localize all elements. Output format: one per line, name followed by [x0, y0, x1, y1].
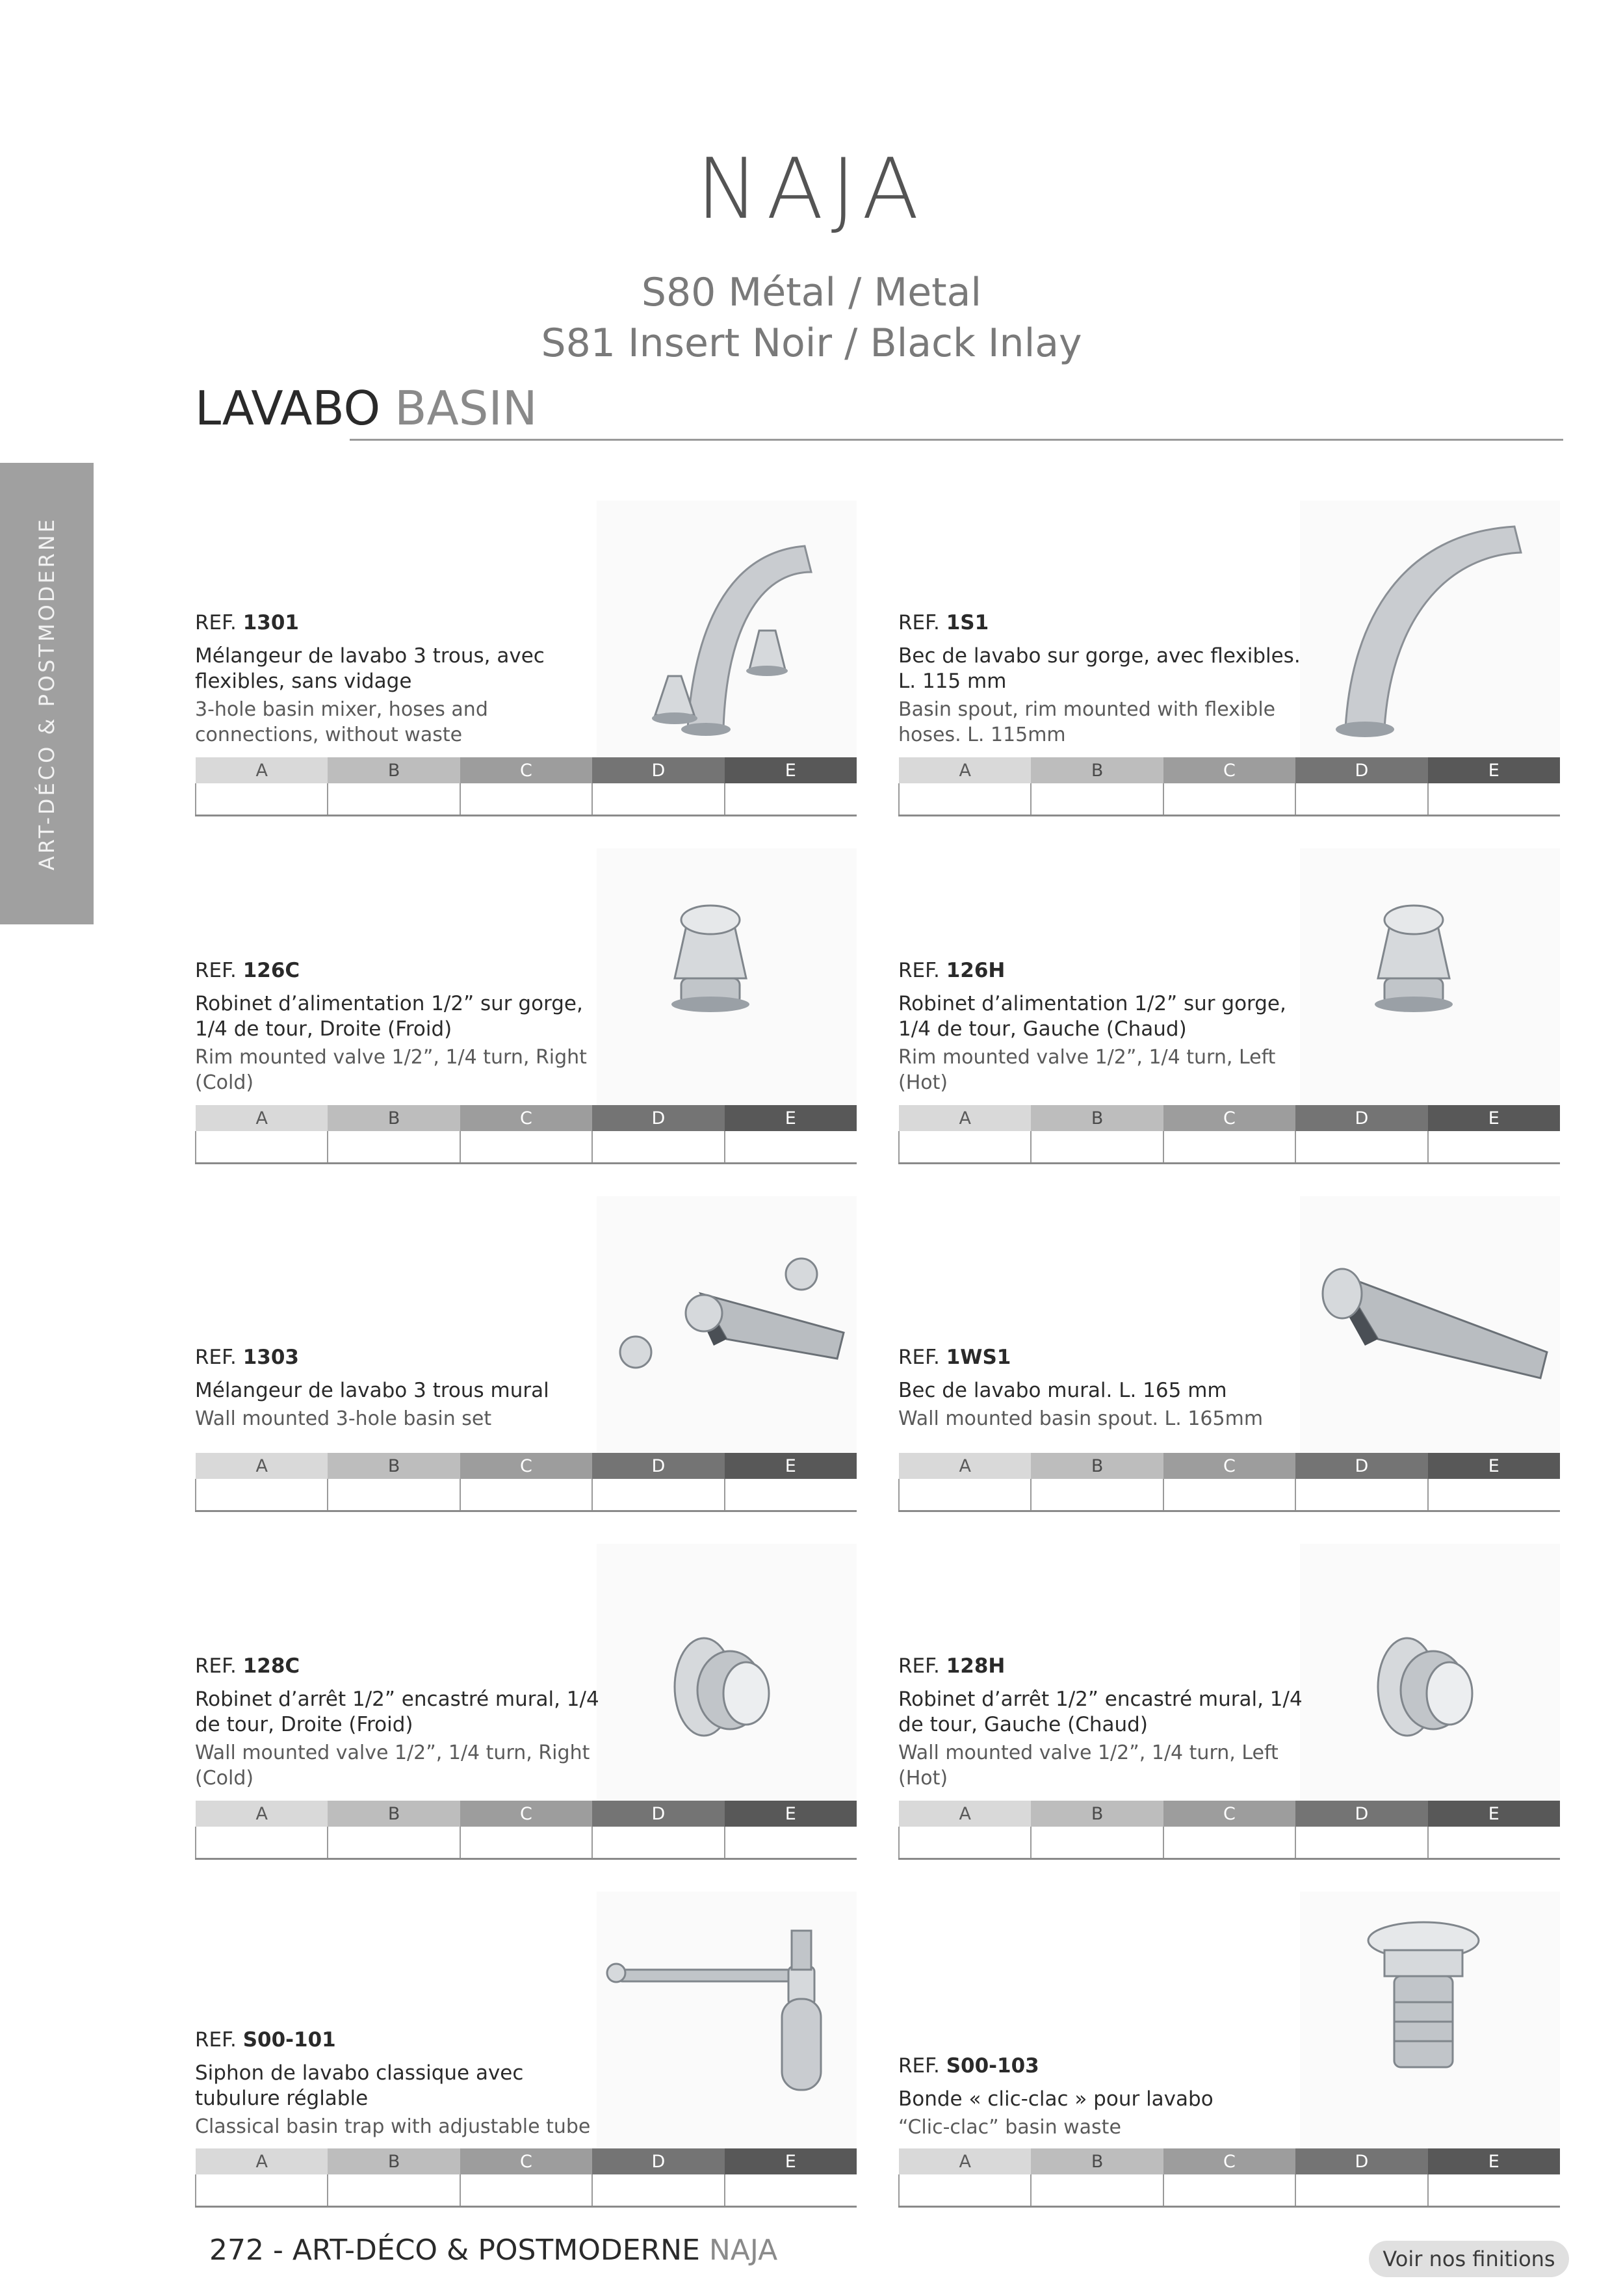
finish-col-b: B: [328, 2148, 460, 2174]
finish-col-b: B: [1031, 1801, 1163, 1827]
finish-cell: [1295, 1479, 1427, 1511]
finish-cell: [1163, 1827, 1295, 1859]
finish-col-a: A: [196, 1105, 328, 1131]
finish-col-a: A: [899, 2148, 1031, 2174]
finish-col-d: D: [1295, 1105, 1427, 1131]
page-title: NAJA: [696, 141, 927, 238]
finish-cell: [460, 783, 592, 816]
product-card: [898, 1196, 1560, 1515]
finish-col-d: D: [592, 1453, 724, 1479]
product-ref: REF. 1WS1: [898, 1346, 1011, 1369]
finish-cell: [899, 783, 1031, 816]
finish-cell: [899, 1131, 1031, 1164]
product-ref: REF. 126C: [195, 959, 300, 982]
finish-cell: [328, 1827, 460, 1859]
product-name-en: 3-hole basin mixer, hoses and connections, without waste: [195, 698, 488, 746]
rim-valve-icon: [597, 848, 857, 1108]
finish-col-e: E: [725, 1105, 857, 1131]
finish-col-b: B: [1031, 1105, 1163, 1131]
product-name-fr: Mélangeur de lavabo 3 trous, avec flexibles, sans vidage: [195, 644, 545, 693]
finish-cell: [1163, 1131, 1295, 1164]
page-footer: [209, 2236, 777, 2265]
finish-cell: [725, 2174, 857, 2207]
finish-col-e: E: [725, 757, 857, 783]
finish-cell: [725, 1827, 857, 1859]
product-card: [195, 1892, 857, 2210]
product-ref: REF. 1303: [195, 1346, 299, 1369]
finish-col-e: E: [725, 1453, 857, 1479]
finish-col-a: A: [899, 1801, 1031, 1827]
finish-col-c: C: [1163, 1105, 1295, 1131]
finish-cell: [1163, 1479, 1295, 1511]
finish-col-e: E: [1428, 1453, 1560, 1479]
product-ref: REF. 1S1: [898, 611, 989, 634]
finish-col-e: E: [1428, 757, 1560, 783]
finish-cell: [592, 1479, 724, 1511]
finish-cell: [1428, 1827, 1560, 1859]
finish-cell: [328, 1131, 460, 1164]
finish-cell: [592, 1131, 724, 1164]
product-description: [195, 1654, 611, 1791]
finish-col-e: E: [1428, 1801, 1560, 1827]
product-card: [195, 1196, 857, 1515]
product-description: [898, 611, 1314, 748]
rim-valve-icon: [1300, 848, 1560, 1108]
finish-cell: [1163, 2174, 1295, 2207]
finish-cell: [1428, 2174, 1560, 2207]
series-subtitle-metal: S80 Métal / Metal: [641, 270, 982, 315]
finish-col-b: B: [328, 1105, 460, 1131]
finish-cell: [1428, 1479, 1560, 1511]
product-ref: REF. 1301: [195, 611, 299, 634]
finish-table: [195, 2148, 857, 2208]
finish-col-c: C: [460, 757, 592, 783]
finish-cell: [725, 1131, 857, 1164]
finish-col-b: B: [1031, 1453, 1163, 1479]
finish-col-d: D: [592, 1801, 724, 1827]
finish-col-e: E: [1428, 2148, 1560, 2174]
finish-cell: [1031, 2174, 1163, 2207]
product-name-fr: Siphon de lavabo classique avec tubulure réglable: [195, 2061, 524, 2110]
product-name-fr: Robinet d’arrêt 1/2” encastré mural, 1/4 de tour, Gauche (Chaud): [898, 1688, 1303, 1736]
finish-cell: [460, 1827, 592, 1859]
finish-cell: [899, 1827, 1031, 1859]
product-ref: REF. 128C: [195, 1654, 300, 1678]
finish-table: [195, 1801, 857, 1860]
side-category-label: ART-DÉCO & POSTMODERNE: [34, 516, 59, 871]
product-card: [195, 501, 857, 819]
finish-col-c: C: [1163, 2148, 1295, 2174]
product-name-en: Classical basin trap with adjustable tube: [195, 2115, 591, 2138]
finish-cell: [592, 2174, 724, 2207]
finish-col-b: B: [1031, 2148, 1163, 2174]
product-name-fr: Robinet d’arrêt 1/2” encastré mural, 1/4 de tour, Droite (Froid): [195, 1688, 599, 1736]
finish-col-a: A: [196, 2148, 328, 2174]
product-description: [195, 1346, 611, 1431]
product-card: [898, 1892, 1560, 2210]
finish-col-a: A: [899, 757, 1031, 783]
product-card: [195, 848, 857, 1167]
product-name-en: Basin spout, rim mounted with flexible hoses. L. 115mm: [898, 698, 1276, 746]
footer-page-label: 272 - ART-DÉCO & POSTMODERNE: [209, 2234, 700, 2267]
product-name-fr: Robinet d’alimentation 1/2” sur gorge, 1/4 de tour, Gauche (Chaud): [898, 992, 1286, 1041]
finish-cell: [899, 1479, 1031, 1511]
finish-col-c: C: [1163, 1453, 1295, 1479]
product-description: [898, 1654, 1314, 1791]
finish-cell: [1295, 1827, 1427, 1859]
product-name-en: “Clic-clac” basin waste: [898, 2116, 1121, 2139]
section-heading-fr: LAVABO: [195, 381, 381, 436]
wall-spout-icon: [1300, 1196, 1560, 1456]
finish-table: [898, 1105, 1560, 1164]
finish-table: [898, 757, 1560, 816]
finish-cell: [1428, 783, 1560, 816]
finish-col-c: C: [460, 1453, 592, 1479]
finish-col-d: D: [592, 1105, 724, 1131]
basin-spout-icon: [1300, 501, 1560, 761]
finish-cell: [899, 2174, 1031, 2207]
finish-col-d: D: [1295, 1453, 1427, 1479]
finish-table: [195, 1453, 857, 1512]
finish-cell: [1295, 2174, 1427, 2207]
view-finishes-button[interactable]: Voir nos finitions: [1369, 2241, 1569, 2277]
finish-col-b: B: [328, 1801, 460, 1827]
finish-table: [898, 1453, 1560, 1512]
finish-cell: [725, 1479, 857, 1511]
wall-basin-set-icon: [597, 1196, 857, 1456]
finish-table: [195, 1105, 857, 1164]
product-name-en: Wall mounted valve 1/2”, 1/4 turn, Right (Cold): [195, 1742, 590, 1790]
product-name-fr: Mélangeur de lavabo 3 trous mural: [195, 1379, 549, 1402]
product-ref: REF. 126H: [898, 959, 1006, 982]
finish-col-a: A: [899, 1453, 1031, 1479]
finish-cell: [328, 1479, 460, 1511]
section-heading: [195, 381, 538, 436]
product-card: [898, 501, 1560, 819]
finish-col-a: A: [899, 1105, 1031, 1131]
product-description: [898, 1346, 1314, 1431]
product-name-en: Rim mounted valve 1/2”, 1/4 turn, Right (Cold): [195, 1046, 587, 1094]
finish-cell: [196, 1479, 328, 1511]
wall-valve-icon: [597, 1544, 857, 1804]
finish-col-e: E: [725, 1801, 857, 1827]
finish-col-a: A: [196, 1453, 328, 1479]
finish-cell: [196, 783, 328, 816]
finish-table: [195, 757, 857, 816]
finish-col-c: C: [460, 2148, 592, 2174]
product-card: [898, 848, 1560, 1167]
finish-col-c: C: [460, 1801, 592, 1827]
finish-col-a: A: [196, 757, 328, 783]
finish-col-b: B: [328, 757, 460, 783]
product-description: [898, 959, 1314, 1095]
product-card: [195, 1544, 857, 1862]
section-heading-en: BASIN: [395, 381, 538, 436]
finish-col-c: C: [1163, 757, 1295, 783]
basin-trap-icon: [597, 1892, 857, 2152]
finish-cell: [1031, 1827, 1163, 1859]
product-name-en: Wall mounted 3-hole basin set: [195, 1407, 492, 1430]
finish-col-b: B: [328, 1453, 460, 1479]
product-name-fr: Robinet d’alimentation 1/2” sur gorge, 1/4 de tour, Droite (Froid): [195, 992, 583, 1041]
finish-col-a: A: [196, 1801, 328, 1827]
finish-col-e: E: [725, 2148, 857, 2174]
finish-cell: [592, 783, 724, 816]
basin-mixer-3-hole-icon: [597, 501, 857, 761]
product-card: [898, 1544, 1560, 1862]
finish-col-d: D: [1295, 757, 1427, 783]
product-ref: REF. S00-101: [195, 2028, 336, 2052]
finish-cell: [460, 2174, 592, 2207]
finish-table: [898, 1801, 1560, 1860]
finish-col-d: D: [1295, 2148, 1427, 2174]
footer-model-name: NAJA: [708, 2234, 778, 2267]
finish-cell: [1031, 1131, 1163, 1164]
product-name-fr: Bec de lavabo mural. L. 165 mm: [898, 1379, 1227, 1402]
series-subtitle-inlay: S81 Insert Noir / Black Inlay: [541, 320, 1082, 366]
product-description: [898, 2054, 1314, 2140]
finish-cell: [328, 783, 460, 816]
product-description: [195, 611, 611, 748]
clic-clac-waste-icon: [1300, 1892, 1560, 2152]
product-name-fr: Bonde « clic-clac » pour lavabo: [898, 2087, 1214, 2111]
finish-cell: [725, 783, 857, 816]
finish-col-c: C: [460, 1105, 592, 1131]
product-name-en: Rim mounted valve 1/2”, 1/4 turn, Left (Hot): [898, 1046, 1276, 1094]
section-divider: [350, 439, 1563, 441]
finish-cell: [328, 2174, 460, 2207]
finish-col-c: C: [1163, 1801, 1295, 1827]
finish-col-d: D: [1295, 1801, 1427, 1827]
finish-cell: [1031, 1479, 1163, 1511]
finish-cell: [1295, 783, 1427, 816]
product-name-en: Wall mounted basin spout. L. 165mm: [898, 1407, 1264, 1430]
finish-cell: [460, 1131, 592, 1164]
finish-col-d: D: [592, 2148, 724, 2174]
finish-cell: [196, 2174, 328, 2207]
product-ref: REF. 128H: [898, 1654, 1006, 1678]
finish-cell: [460, 1479, 592, 1511]
finish-cell: [196, 1131, 328, 1164]
finish-cell: [592, 1827, 724, 1859]
finish-cell: [1295, 1131, 1427, 1164]
finish-table: [898, 2148, 1560, 2208]
product-name-fr: Bec de lavabo sur gorge, avec flexibles. L. 115 mm: [898, 644, 1301, 693]
finish-col-d: D: [592, 757, 724, 783]
wall-valve-icon: [1300, 1544, 1560, 1804]
finish-cell: [1031, 783, 1163, 816]
product-description: [195, 959, 611, 1095]
finish-col-b: B: [1031, 757, 1163, 783]
finish-col-e: E: [1428, 1105, 1560, 1131]
product-ref: REF. S00-103: [898, 2054, 1039, 2078]
product-description: [195, 2028, 611, 2139]
product-name-en: Wall mounted valve 1/2”, 1/4 turn, Left (Hot): [898, 1742, 1279, 1790]
finish-cell: [1428, 1131, 1560, 1164]
finish-cell: [196, 1827, 328, 1859]
finish-cell: [1163, 783, 1295, 816]
